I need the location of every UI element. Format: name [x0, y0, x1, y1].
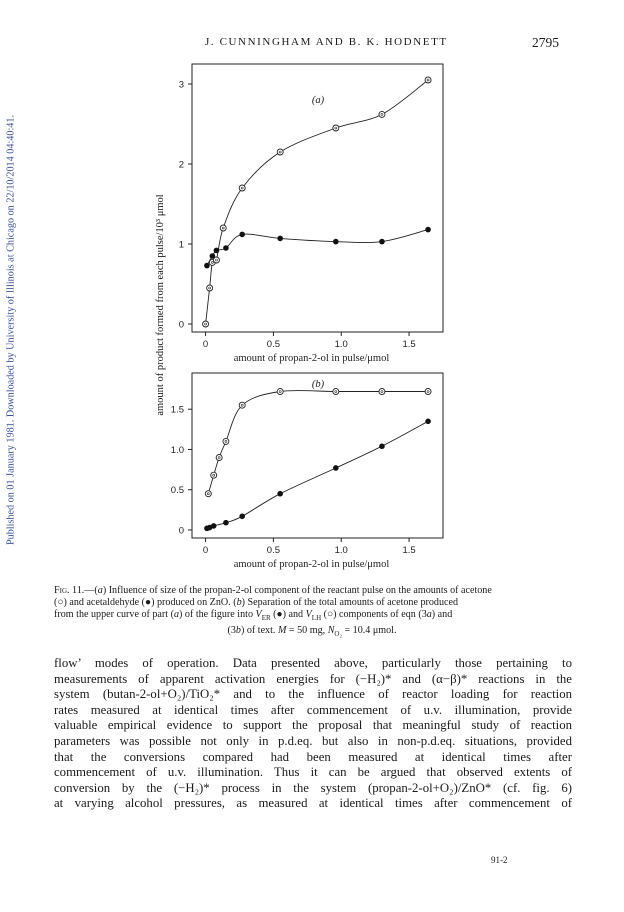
panel-b-point-filled: [277, 491, 283, 497]
panel-b-point-filled: [239, 513, 245, 519]
panel-b-point-open: [333, 389, 339, 395]
panel-a-point-filled: [223, 245, 229, 251]
panel-a-point-open: [203, 321, 209, 327]
caption-line-1: Fig. 11.—(a) Influence of size of the propan-2-ol component of the reactant pulse on the amounts of acetone: [54, 585, 492, 596]
panel-a-x-tick-label: 1.0: [334, 339, 348, 350]
panel-a-x-tick-label: 1.5: [402, 339, 416, 350]
signature-mark: 91-2: [491, 855, 508, 865]
panel-a-point-open: [277, 149, 283, 155]
panel-a-y-tick-label: 0: [178, 319, 184, 331]
page-number: 2795: [532, 35, 559, 50]
panel-a-curve-acetone: [206, 80, 429, 324]
panel-b-x-tick-label: 0: [202, 545, 209, 556]
panel-b-point-open: [425, 389, 431, 395]
panel-b-y-tick-label: 1.0: [170, 444, 184, 456]
panel-a-label: (a): [311, 95, 325, 106]
watermark-text: Published on 01 January 1981. Downloaded by University of Illinois at Chicago on 22/10/2014 04:40:41.: [5, 114, 17, 546]
caption-line-3: from the upper curve of part (a) of the figure into $V_{ER}$ (●) and $V_{LH}$ (○) components of eqn (3a) and: [54, 609, 453, 623]
body-line: system (butan-2-ol+O₂)/TiO₂* and to the influence of reactor loading for reaction: [54, 687, 572, 702]
panel-a-x-tick-label: 0: [202, 339, 209, 350]
panel-a-y-tick-label: 1: [178, 239, 184, 251]
panel-a-point-open: [379, 111, 385, 117]
panel-b-point-open: [211, 472, 217, 478]
panel-a-x-axis-label: amount of propan-2-ol in pulse/μmol: [233, 353, 390, 364]
panel-a-point-filled: [277, 236, 283, 242]
body-line: commencement of u.v. illumination. Thus it can be argued that observed extents of: [54, 765, 572, 780]
panel-b-point-open: [223, 438, 229, 444]
panel-a-point-filled: [214, 248, 220, 254]
body-line: flow’ modes of operation. Data presented above, particularly those pertaining to: [54, 656, 572, 670]
body-line: conversion by the (−H₂)* process in the system (propan-2-ol+O₂)/ZnO* (cf. fig. 6): [54, 780, 572, 795]
caption-line-2: (○) and acetaldehyde (●) produced on ZnO. (b) Separation of the total amounts of acetone produced: [54, 597, 459, 609]
panel-b-y-tick-label: 0.5: [170, 485, 184, 497]
panel-a-point-filled: [204, 263, 210, 269]
panel-a-x-tick-label: 0.5: [266, 339, 281, 350]
panel-b-point-filled: [333, 465, 339, 471]
panel-a-y-tick-label: 2: [178, 159, 184, 171]
panel-b-point-open: [277, 389, 283, 395]
panel-b-x-axis-label: amount of propan-2-ol in pulse/μmol: [233, 559, 390, 570]
panel-a-point-open: [425, 77, 431, 83]
shared-y-axis-label: amount of product formed from each pulse/10³ μmol: [155, 194, 166, 416]
panel-b-y-tick-label: 1.5: [170, 404, 184, 416]
caption-line-4: (3b) of text. M = 50 mg, $N_{O_2} = 10.4$ μmol.: [227, 624, 397, 638]
panel-a-point-filled: [239, 232, 245, 238]
panel-a-point-filled: [379, 239, 385, 245]
panel-a-plot: [179, 64, 443, 364]
panel-b-x-tick-label: 0.5: [266, 545, 281, 556]
panel-a-point-open: [239, 185, 245, 191]
panel-b-label: (b): [311, 379, 325, 390]
body-line: rates measured at identical times after commencement of u.v. illumination, provide: [54, 702, 572, 717]
panel-b-curve-v_er: [207, 421, 428, 528]
panel-a-y-tick-label: 3: [178, 79, 184, 91]
panel-b-x-tick-label: 1.0: [334, 545, 348, 556]
panel-b-point-open: [205, 491, 211, 497]
panel-a-point-open: [220, 225, 226, 231]
panel-b-frame: [192, 373, 443, 538]
panel-a-point-open: [207, 285, 213, 291]
panel-b-point-filled: [425, 418, 431, 424]
body-line: measurements of apparent activation energies for (−H₂)* and (α−β)* reactions in the: [54, 671, 572, 686]
running-head-authors: J. CUNNINGHAM AND B. K. HODNETT: [205, 36, 448, 48]
body-line: parameters was possible not only in p.d.eq. but also in non-p.d.eq. situations, provided: [54, 733, 572, 748]
panel-a-point-filled: [333, 239, 339, 245]
panel-b-point-open: [216, 455, 222, 461]
figure-caption: [54, 585, 570, 640]
body-line: that the conversions compared had been measured at identical times after: [54, 749, 572, 764]
body-line: valuable empirical evidence to support the proposal that meaningful study of reaction: [54, 718, 572, 733]
panel-b-point-filled: [223, 520, 229, 526]
panel-b-point-filled: [211, 523, 217, 529]
panel-a-point-open: [333, 125, 339, 131]
body-line: at varying alcohol pressures, as measured at identical times after commencement of: [54, 796, 572, 811]
panel-b-plot: [171, 373, 443, 570]
body-paragraph: [54, 656, 572, 812]
panel-b-point-filled: [379, 443, 385, 449]
panel-b-y-tick-label: 0: [178, 525, 184, 537]
panel-b-x-tick-label: 1.5: [402, 545, 416, 556]
panel-a-point-filled: [210, 253, 216, 259]
panel-b-point-open: [379, 389, 385, 395]
panel-b-point-open: [239, 402, 245, 408]
panel-a-point-filled: [425, 227, 431, 233]
